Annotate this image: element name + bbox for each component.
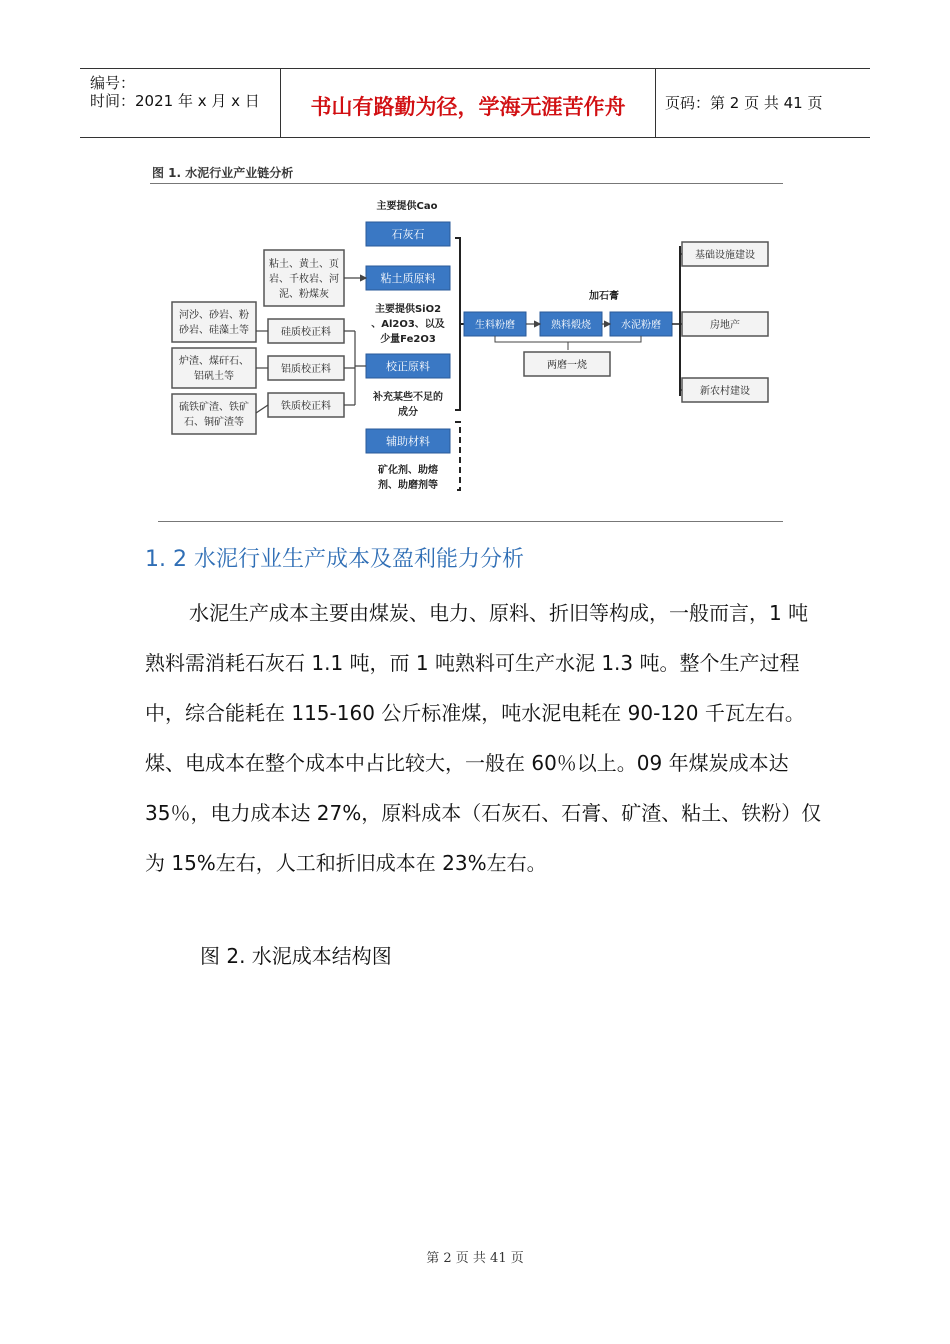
clinker-box: [540, 312, 602, 336]
figure-top-rule: [150, 183, 783, 184]
svg-text:主要提供SiO2: 主要提供SiO2: [374, 304, 442, 315]
svg-text:泥、粉煤灰: 泥、粉煤灰: [279, 289, 329, 300]
svg-text:硅质校正料: 硅质校正料: [281, 327, 331, 338]
raw-grinding-box: [464, 312, 526, 336]
page-footer: 第 2 页 共 41 页: [426, 1251, 524, 1266]
figure2-caption: 图 2. 水泥成本结构图: [200, 944, 392, 968]
header-right-cell: [655, 69, 870, 137]
clay-sources-box: [264, 250, 344, 306]
svg-text:两磨一烧: 两磨一烧: [547, 360, 587, 371]
header-left-cell: [80, 69, 280, 137]
svg-text:石、铜矿渣等: 石、铜矿渣等: [184, 417, 244, 428]
rural-box: [682, 378, 768, 402]
svg-text:石灰石: 石灰石: [391, 228, 425, 241]
figure-caption: 图 1. 水泥行业产业链分析: [152, 166, 294, 180]
number-label: 编号：: [90, 74, 136, 92]
aluminum-sources-box: [172, 348, 256, 388]
motto: 书山有路勤为径，学海无涯苦作舟: [310, 94, 626, 119]
svg-text:铁质校正料: 铁质校正料: [281, 401, 331, 412]
svg-text:铝矾土等: 铝矾土等: [194, 371, 234, 382]
svg-text:水泥粉磨: 水泥粉磨: [621, 320, 661, 331]
svg-text:铝质校正料: 铝质校正料: [281, 364, 331, 375]
iron-sources-box: [172, 394, 256, 434]
svg-text:砂岩、硅藻土等: 砂岩、硅藻土等: [179, 325, 249, 336]
svg-text:粘土质原料: 粘土质原料: [380, 272, 436, 285]
svg-text:岩、千枚岩、河: 岩、千枚岩、河: [269, 274, 339, 285]
realestate-box: [682, 312, 768, 336]
svg-text:、Al2O3、以及: 、Al2O3、以及: [371, 319, 445, 330]
header-center-cell: [280, 69, 656, 137]
svg-text:基础设施建设: 基础设施建设: [695, 250, 755, 261]
paragraph-text: 水泥生产成本主要由煤炭、电力、原料、折旧等构成，一般而言，1 吨熟料需消耗石灰石 1.1 吨，而 1 吨熟料可生产水泥 1.3 吨。整个生产过程中，综合能耗在 115-160 公斤标准煤，吨水泥电耗在 90-120 千瓦左右。煤、电成本在整个成本中占比较大，一般在 60％以上。09 年煤炭成本达 35％，电力成本达 27%，原料成本（石灰石、石膏、矿渣、粘土、铁粉）仅为 15%左右，人工和折旧成本在 23%左右。: [145, 601, 822, 875]
correction-box: [366, 354, 450, 378]
svg-text:少量Fe2O3: 少量Fe2O3: [380, 334, 436, 345]
sio2-note: [371, 302, 445, 345]
auxiliary-box: [366, 429, 450, 453]
silicon-sources-box: [172, 302, 256, 342]
svg-text:剂、助磨剂等: 剂、助磨剂等: [378, 480, 438, 491]
svg-text:辅助材料: 辅助材料: [386, 435, 430, 448]
svg-text:河沙、砂岩、粉: 河沙、砂岩、粉: [179, 310, 249, 321]
iron-box: [268, 393, 344, 417]
svg-text:矿化剂、助熔: 矿化剂、助熔: [378, 465, 438, 476]
correction-note: [372, 390, 443, 418]
infra-box: [682, 242, 768, 266]
svg-text:炉渣、煤矸石、: 炉渣、煤矸石、: [179, 356, 249, 367]
page-header: [80, 68, 870, 138]
svg-text:新农村建设: 新农村建设: [700, 386, 750, 397]
section-heading: 1. 2 水泥行业生产成本及盈利能力分析: [145, 547, 524, 572]
aluminum-box: [268, 356, 344, 380]
figure-bottom-rule: [158, 521, 783, 522]
time-label: 时间：2021 年 x 月 x 日: [90, 92, 260, 110]
svg-text:熟料煅烧: 熟料煅烧: [551, 320, 591, 331]
svg-text:校正原料: 校正原料: [386, 360, 430, 373]
cao-note: 主要提供Cao: [376, 201, 438, 212]
clay-material-box: [366, 266, 450, 290]
svg-text:硫铁矿渣、铁矿: 硫铁矿渣、铁矿: [179, 402, 249, 413]
industry-chain-diagram: [160, 188, 780, 508]
page-label: 页码：第 2 页 共 41 页: [665, 94, 823, 112]
svg-text:房地产: 房地产: [710, 320, 740, 331]
cement-grinding-box: [610, 312, 672, 336]
svg-text:成分: 成分: [398, 407, 418, 418]
body-paragraph: [145, 588, 825, 888]
svg-text:补充某些不足的: 补充某些不足的: [373, 392, 443, 403]
svg-text:粘土、黄土、页: 粘土、黄土、页: [269, 259, 339, 270]
svg-text:生料粉磨: 生料粉磨: [475, 320, 515, 331]
silicon-box: [268, 319, 344, 343]
limestone-box: [366, 222, 450, 246]
gypsum-note: 加石膏: [589, 291, 619, 302]
two-grind-box: [524, 352, 610, 376]
auxiliary-note: [378, 463, 439, 491]
